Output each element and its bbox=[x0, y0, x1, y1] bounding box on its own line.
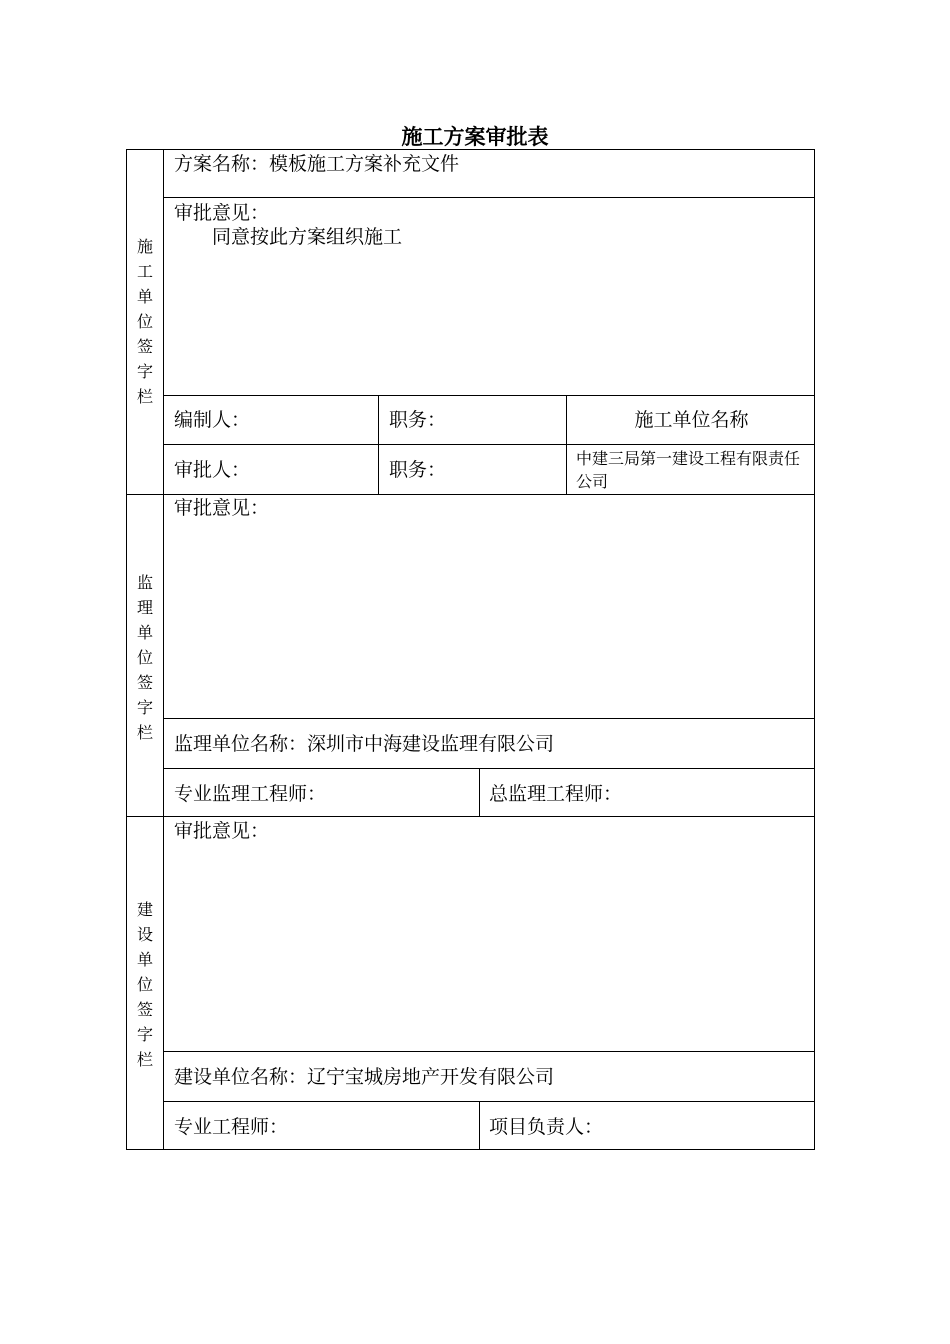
compiler-label: 编制人： bbox=[174, 409, 251, 431]
supervisor-unit-cell bbox=[163, 718, 815, 769]
supervisor-opinion-cell bbox=[163, 494, 815, 719]
plan-name: 方案名称：模板施工方案补充文件 bbox=[174, 153, 460, 175]
opinion-text: 同意按此方案组织施工 bbox=[212, 226, 403, 248]
approver-label: 审批人： bbox=[174, 459, 251, 481]
contractor-unit-name: 中建三局第一建设工程有限责任公司 bbox=[576, 449, 801, 491]
label-char: 单 bbox=[136, 287, 153, 306]
label-char: 理 bbox=[136, 598, 153, 617]
supervisor-engineer-label: 专业监理工程师： bbox=[174, 783, 327, 805]
owner-unit-cell bbox=[163, 1051, 815, 1102]
label-char: 施 bbox=[136, 237, 153, 256]
owner-unit-name: 建设单位名称：辽宁宝城房地产开发有限公司 bbox=[174, 1066, 555, 1088]
opinion-label: 审批意见： bbox=[174, 497, 270, 519]
form-title: 施工方案审批表 bbox=[401, 124, 549, 149]
supervisor-engineer-cell bbox=[163, 768, 480, 817]
compiler-cell bbox=[163, 395, 379, 445]
label-char: 字 bbox=[136, 698, 153, 717]
contractor-vertical-label bbox=[135, 234, 155, 409]
chief-engineer-cell bbox=[479, 768, 815, 817]
owner-engineer-label: 专业工程师： bbox=[174, 1116, 289, 1138]
label-char: 栏 bbox=[136, 723, 153, 742]
supervisor-unit-name: 监理单位名称：深圳市中海建设监理有限公司 bbox=[174, 733, 555, 755]
owner-engineer-cell bbox=[163, 1101, 480, 1150]
label-char: 签 bbox=[136, 337, 153, 356]
approver-cell bbox=[163, 444, 379, 495]
position2-cell bbox=[378, 444, 567, 495]
supervisor-label-cell bbox=[126, 494, 164, 817]
project-leader-label: 项目负责人： bbox=[489, 1116, 604, 1138]
label-char: 建 bbox=[136, 900, 153, 919]
label-char: 工 bbox=[136, 262, 153, 281]
position1-cell bbox=[378, 395, 567, 445]
label-char: 栏 bbox=[136, 387, 153, 406]
label-char: 栏 bbox=[136, 1050, 153, 1069]
unit-name-cell bbox=[566, 444, 815, 495]
label-char: 字 bbox=[136, 1025, 153, 1044]
opinion-label: 审批意见： bbox=[174, 202, 270, 224]
chief-engineer-label: 总监理工程师： bbox=[489, 783, 623, 805]
label-char: 签 bbox=[136, 673, 153, 692]
plan-name-cell bbox=[163, 149, 815, 198]
supervisor-vertical-label bbox=[135, 570, 155, 745]
unit-header: 施工单位名称 bbox=[634, 409, 749, 431]
label-char: 签 bbox=[136, 1000, 153, 1019]
project-leader-cell bbox=[479, 1101, 815, 1150]
owner-label-cell bbox=[126, 816, 164, 1150]
unit-header-cell bbox=[566, 395, 815, 445]
label-char: 位 bbox=[136, 312, 153, 331]
label-char: 位 bbox=[136, 975, 153, 994]
contractor-label-cell bbox=[126, 149, 164, 495]
label-char: 监 bbox=[136, 573, 153, 592]
contractor-opinion-cell bbox=[163, 197, 815, 396]
position2-label: 职务： bbox=[389, 459, 447, 481]
label-char: 设 bbox=[136, 925, 153, 944]
owner-opinion-cell bbox=[163, 816, 815, 1052]
position1-label: 职务： bbox=[389, 409, 447, 431]
opinion-label: 审批意见： bbox=[174, 820, 270, 842]
owner-vertical-label bbox=[135, 897, 155, 1072]
label-char: 位 bbox=[136, 648, 153, 667]
label-char: 单 bbox=[136, 950, 153, 969]
label-char: 单 bbox=[136, 623, 153, 642]
label-char: 字 bbox=[136, 362, 153, 381]
